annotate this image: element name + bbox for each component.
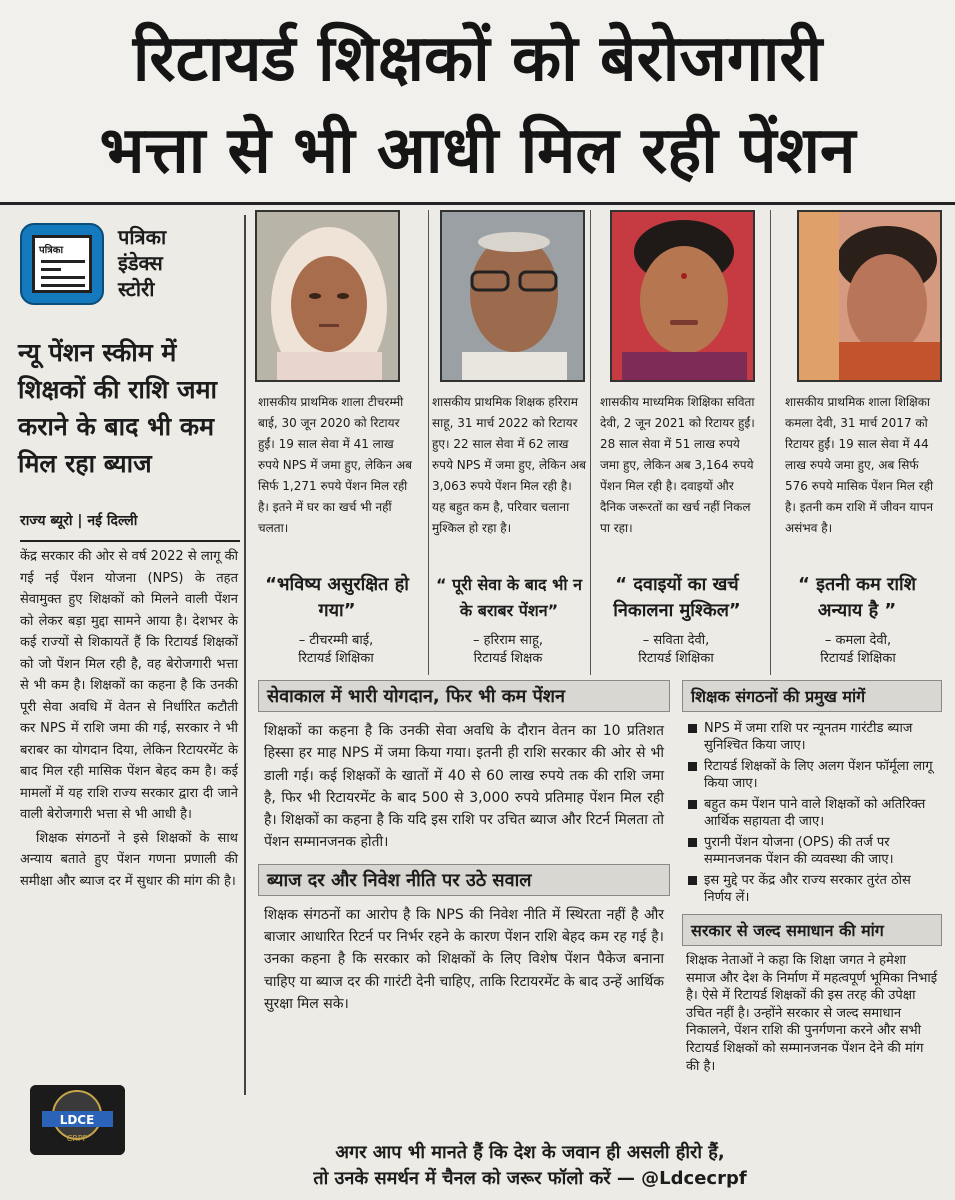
left-paragraph-2: शिक्षक संगठनों ने इसे शिक्षकों के साथ अन्याय बताते हुए पेंशन गणना प्रणाली की समीक्षा और ब्याज दर में सुधार की मांग की है। bbox=[20, 830, 238, 889]
svg-text:CRPF: CRPF bbox=[66, 1134, 88, 1143]
byline: राज्य ब्यूरो | नई दिल्ली bbox=[20, 511, 240, 542]
section-body-contribution: शिक्षकों का कहना है कि उनकी सेवा अवधि के दौरान वेतन का 10 प्रतिशत हिस्सा हर माह NPS में जमा किया गया। इतनी ही राशि सरकार की ओर से भी डाली गई। कई शिक्षकों के खातों में 40 से 60 लाख रुपये तक की राशि जमा है, फिर भी रिटायरमेंट के बाद 500 से 3,000 रुपये प्रतिमाह पेंशन मिल रही है। शिक्षकों का कहना है कि यदि इस राशि पर उचित ब्याज और रिटर्न मिलता तो पेंशन सम्मानजनक होती। bbox=[264, 723, 664, 851]
demands-list bbox=[682, 720, 942, 906]
brand-line-1: पत्रिका bbox=[118, 225, 167, 249]
photo-teacher-2 bbox=[440, 210, 585, 382]
profile-quote-2: “ पूरी सेवा के बाद भी न के बराबर पेंशन” bbox=[436, 575, 582, 620]
footer-cta bbox=[180, 1140, 880, 1192]
profile-name: – सविता देवी, bbox=[642, 633, 710, 648]
solution-heading: सरकार से जल्द समाधान की मांग bbox=[682, 914, 942, 946]
logo-text: पत्रिका bbox=[39, 245, 64, 256]
list-item: पुरानी पेंशन योजना (OPS) की तर्ज पर सम्मानजनक पेंशन की व्यवस्था की जाए। bbox=[682, 834, 942, 868]
profile-attribution-4 bbox=[778, 632, 938, 668]
photo-teacher-4 bbox=[797, 210, 942, 382]
list-item: इस मुद्दे पर केंद्र और राज्य सरकार तुरंत ठोस निर्णय लें। bbox=[682, 872, 942, 906]
side-headline: न्यू पेंशन स्कीम में शिक्षकों की राशि जमा कराने के बाद भी कम मिल रहा ब्याज bbox=[18, 338, 218, 478]
profile-name: – टीचरम्मी बाई, bbox=[298, 633, 374, 648]
profile-attribution-3 bbox=[596, 632, 756, 668]
section-heading-interest: ब्याज दर और निवेश नीति पर उठे सवाल bbox=[258, 864, 670, 896]
headline-line-2: भत्ता से भी आधी मिल रही पेंशन bbox=[99, 114, 856, 188]
headline-line-1: रिटायर्ड शिक्षकों को बेरोजगारी bbox=[132, 22, 823, 96]
profile-role: रिटायर्ड शिक्षिका bbox=[820, 651, 896, 666]
profile-attribution-2 bbox=[428, 632, 588, 668]
profile-name: – कमला देवी, bbox=[824, 633, 892, 648]
left-paragraph-1: केंद्र सरकार की ओर से वर्ष 2022 से लागू की गई नई पेंशन योजना (NPS) के तहत सेवामुक्त हुए शिक्षकों को मिलने वाली पेंशन को लेकर बड़ा मुद्दा सामने आया है। देशभर के कई राज्यों से शिकायतें हैं कि रिटायर्ड शिक्षकों को जो पेंशन मिल रही है, वह बेरोजगारी भत्ता से भी कम है। शिक्षकों का कहना है कि उनकी पूरी सेवा अवधि में वेतन से निर्धारित कटौती कर NPS में राशि जमा की गई, सरकार ने भी बराबर का योगदान दिया, लेकिन रिटायरमेंट के बाद मिल रही मासिक पेंशन बेहद कम है। कई मामलों में यह राशि राज्य सरकार द्वारा दी जाने वाली बेरोजगारी भत्ता से भी आधी है। bbox=[20, 549, 238, 822]
list-item: रिटायर्ड शिक्षकों के लिए अलग पेंशन फॉर्मूला लागू किया जाए। bbox=[682, 758, 942, 792]
profile-caption-2: शासकीय प्राथमिक शिक्षक हरिराम साहू, 31 मार्च 2022 को रिटायर हुए। 22 साल सेवा में 62 लाख रुपये NPS में जमा हुए, लेकिन अब 3,063 रुपये पेंशन मिल रही है। यह बहुत कम है, परिवार चलाना मुश्किल हो रहा है। bbox=[432, 395, 586, 535]
profile-attribution-1 bbox=[256, 632, 416, 668]
index-story-brand bbox=[118, 224, 238, 302]
brand-line-2: इंडेक्स bbox=[118, 251, 163, 275]
footer-line-2: तो उनके समर्थन में चैनल को जरूर फॉलो करें — @Ldcecrpf bbox=[313, 1168, 747, 1189]
section-heading-contribution: सेवाकाल में भारी योगदान, फिर भी कम पेंशन bbox=[258, 680, 670, 712]
patrika-logo-icon bbox=[20, 223, 104, 305]
list-item: बहुत कम पेंशन पाने वाले शिक्षकों को अतिरिक्त आर्थिक सहायता दी जाए। bbox=[682, 796, 942, 830]
center-article bbox=[258, 680, 670, 1092]
profile-caption-4: शासकीय प्राथमिक शाला शिक्षिका कमला देवी, 31 मार्च 2017 को रिटायर हुईं। 19 साल सेवा में 44 लाख रुपये जमा हुए, अब सिर्फ 576 रुपये मासिक पेंशन मिल रही है। इतनी कम राशि में जीवन यापन असंभव है। bbox=[785, 395, 934, 535]
section-body-interest: शिक्षक संगठनों का आरोप है कि NPS की निवेश नीति में स्थिरता नहीं है और बाजार आधारित रिटर्न पर निर्भर रहने के कारण पेंशन राशि बेहद कम रह गई है। उनका कहना है कि सरकार को शिक्षकों के लिए विशेष पेंशन पैकेज बनाना चाहिए या ब्याज दर की गारंटी देनी चाहिए, ताकि रिटायरमेंट के बाद उन्हें आर्थिक सुरक्षा मिल सके। bbox=[264, 906, 664, 1012]
column-divider bbox=[770, 210, 771, 675]
profile-caption-1: शासकीय प्राथमिक शाला टीचरम्मी बाई, 30 जून 2020 को रिटायर हुईं। 19 साल सेवा में 41 लाख रुपये NPS में जमा हुए, लेकिन अब सिर्फ 1,271 रुपये पेंशन मिल रही है। इतने में घर का खर्च भी नहीं चलता। bbox=[258, 395, 412, 535]
profile-role: रिटायर्ड शिक्षक bbox=[473, 651, 543, 666]
footer-line-1: अगर आप भी मानते हैं कि देश के जवान ही असली हीरो हैं, bbox=[335, 1142, 725, 1163]
ldce-crpf-logo bbox=[30, 1085, 125, 1155]
photo-teacher-1 bbox=[255, 210, 400, 382]
profile-name: – हरिराम साहू, bbox=[473, 633, 543, 648]
list-item: NPS में जमा राशि पर न्यूनतम गारंटीड ब्याज सुनिश्चित किया जाए। bbox=[682, 720, 942, 754]
photo-teacher-3 bbox=[610, 210, 755, 382]
demands-heading: शिक्षक संगठनों की प्रमुख मांगें bbox=[682, 680, 942, 712]
brand-line-3: स्टोरी bbox=[118, 277, 155, 301]
profile-role: रिटायर्ड शिक्षिका bbox=[298, 651, 374, 666]
profile-role: रिटायर्ड शिक्षिका bbox=[638, 651, 714, 666]
profile-quote-4: “ इतनी कम राशि अन्याय है ” bbox=[798, 574, 916, 621]
profile-quote-3: “ दवाइयों का खर्च निकालना मुश्किल” bbox=[613, 574, 741, 621]
svg-text:LDCE: LDCE bbox=[59, 1113, 95, 1127]
profile-caption-3: शासकीय माध्यमिक शिक्षिका सविता देवी, 2 जून 2021 को रिटायर हुईं। 28 साल सेवा में 51 लाख रुपये जमा हुए, लेकिन अब 3,164 रुपये पेंशन मिल रही है। दवाइयों और दैनिक जरूरतों का खर्च नहीं निकल पा रहा। bbox=[600, 395, 755, 535]
column-divider bbox=[590, 210, 591, 675]
profile-quote-1: “भविष्य असुरक्षित हो गया” bbox=[265, 574, 409, 621]
left-article-body bbox=[20, 546, 238, 892]
right-sidebar bbox=[682, 680, 942, 1075]
solution-body: शिक्षक नेताओं ने कहा कि शिक्षा जगत ने हमेशा समाज और देश के निर्माण में महत्वपूर्ण भूमिका निभाई है। ऐसे में रिटायर्ड शिक्षकों की इस तरह की उपेक्षा उचित नहीं है। उन्होंने सरकार से जल्द समाधान निकालने, पेंशन राशि की पुनर्गणना करने और सभी रिटायर्ड शिक्षकों को सम्मानजनक पेंशन देने की मांग की है। bbox=[686, 953, 938, 1074]
